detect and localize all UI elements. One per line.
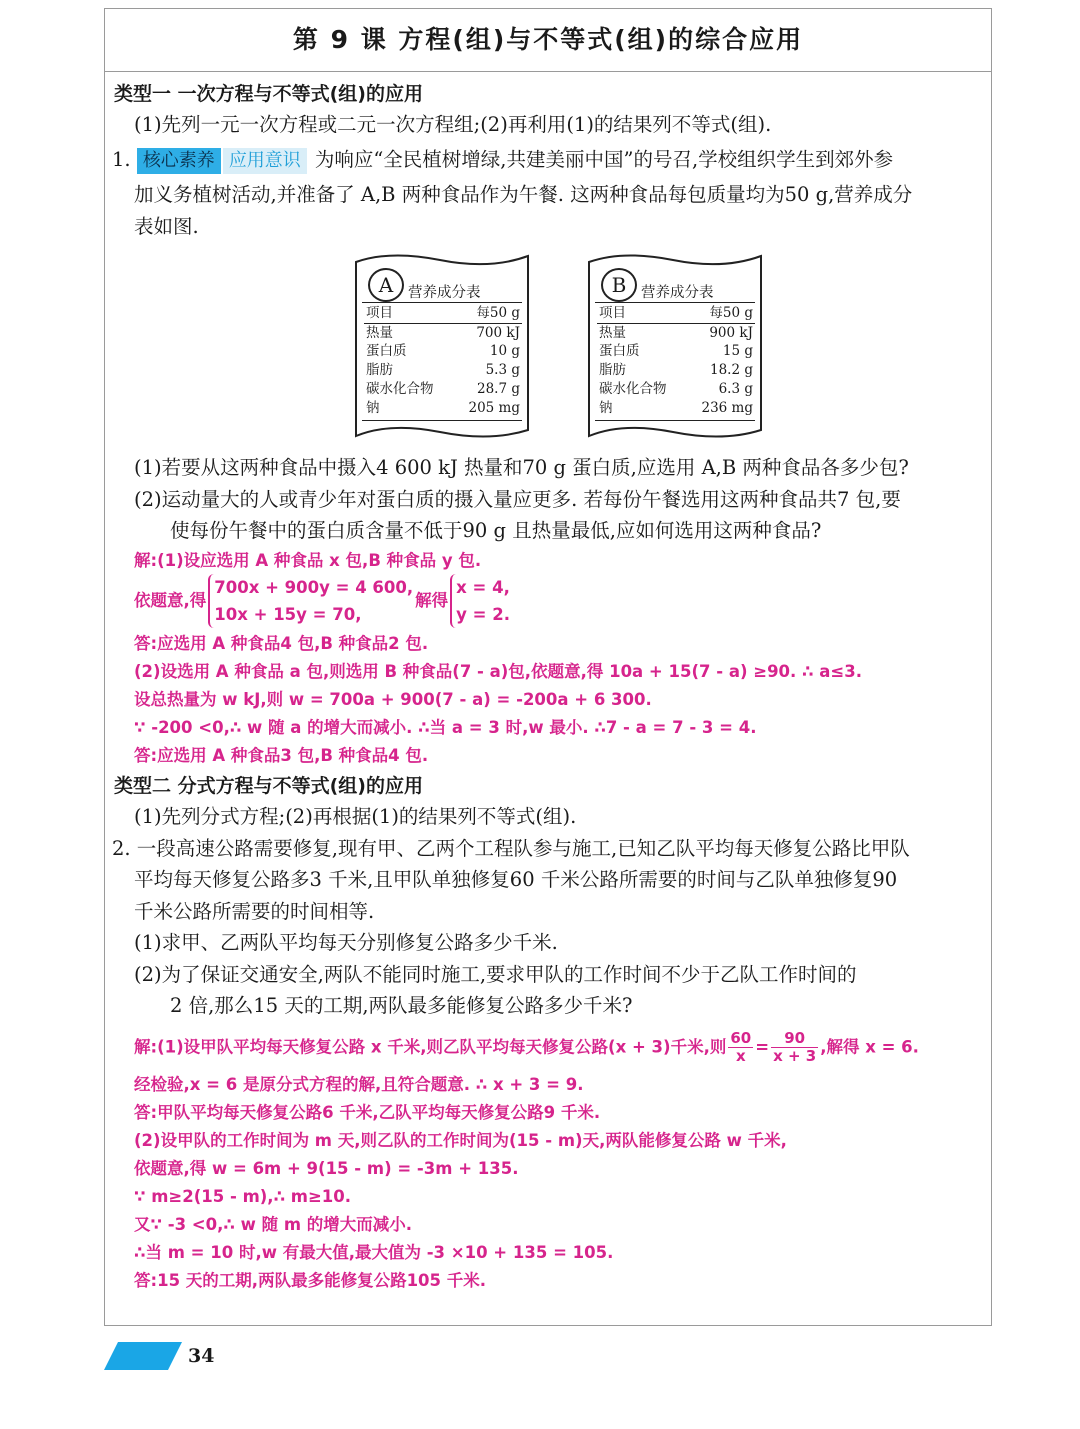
q2-part2-line2: 2 倍,那么15 天的工期,两队最多能修复公路多少千米? (170, 994, 633, 1017)
equation-system (208, 574, 413, 628)
equation-1: 700x + 900y = 4 600, (214, 578, 414, 597)
table-b-row-value: 15 g (722, 343, 753, 360)
table-a-row-value: 28.7 g (477, 380, 520, 397)
sol2-line2: 经检验,x = 6 是原分式方程的解,且符合题意. ∴ x + 3 = 9. (134, 1075, 584, 1094)
page-number: 34 (188, 1345, 215, 1367)
sol1-solve-label: 解得 (415, 591, 449, 610)
table-a-row-label: 热量 (366, 324, 393, 341)
table-a-row-value: 10 g (489, 343, 520, 360)
table-b-head-item: 项目 (597, 304, 686, 323)
q1-part2-line2: 使每份午餐中的蛋白质含量不低于90 g 且热量最低,应如何选用这两种食品? (170, 519, 822, 542)
solution-system (450, 574, 510, 628)
table-a-row-label: 蛋白质 (366, 343, 407, 360)
q2-line3: 千米公路所需要的时间相等. (134, 900, 375, 923)
fraction-numerator: 90 (771, 1030, 818, 1048)
nutrition-table-a (350, 248, 532, 440)
table-b-row-value: 236 mg (701, 399, 753, 416)
fraction-numerator: 60 (730, 1029, 752, 1047)
table-a-grid (364, 304, 522, 417)
nutrition-table-b (583, 248, 765, 440)
equation-2: 10x + 15y = 70, (214, 605, 362, 624)
q2-line1: 2. 一段高速公路需要修复,现有甲、乙两个工程队参与施工,已知乙队平均每天修复公路比甲队 (112, 837, 910, 860)
q2-line2: 平均每天修复公路多3 千米,且甲队单独修复60 千米公路所需要的时间与乙队单独修复90 (134, 868, 898, 891)
sol2-line4: (2)设甲队的工作时间为 m 天,则乙队的工作时间为(15 - m)天,两队能修复公路 w 千米, (134, 1131, 787, 1150)
sol2-line5: 依题意,得 w = 6m + 9(15 - m) = -3m + 135. (134, 1159, 519, 1178)
equals-sign: = (755, 1037, 770, 1057)
section2-heading: 类型二 分式方程与不等式(组)的应用 (114, 775, 423, 797)
q1-part1: (1)若要从这两种食品中摄入4 600 kJ 热量和70 g 蛋白质,应选用 A,B 两种食品各多少包? (134, 456, 909, 479)
table-a-head-unit: 每50 g (453, 304, 522, 323)
sol2-line3: 答:甲队平均每天修复公路6 千米,乙队平均每天修复公路9 千米. (134, 1103, 601, 1122)
sol1-line4: (2)设选用 A 种食品 a 包,则选用 B 种食品(7 - a)包,依题意,得 10a + 15(7 - a) ≥90. ∴ a≤3. (134, 662, 862, 681)
sol1-line3: 答:应选用 A 种食品4 包,B 种食品2 包. (134, 634, 429, 653)
q1-line1 (112, 146, 893, 174)
table-a-row-label: 脂肪 (366, 362, 393, 379)
fraction-denominator: x + 3 (773, 1047, 817, 1065)
fraction-denominator: x (735, 1047, 746, 1065)
application-tag: 应用意识 (223, 148, 307, 174)
sol1-prefix: 依题意,得 (134, 591, 207, 610)
table-a-top-rule (362, 302, 522, 303)
table-a-head-item: 项目 (364, 304, 453, 323)
sol1-system-line (134, 574, 512, 628)
q2-part1: (1)求甲、乙两队平均每天分别修复公路多少千米. (134, 931, 558, 954)
solution-y: y = 2. (456, 605, 510, 624)
table-b-row-label: 碳水化合物 (599, 380, 667, 397)
sol2-line1 (134, 1030, 919, 1065)
section1-heading: 类型一 一次方程与不等式(组)的应用 (114, 83, 423, 105)
sol1-line1: 解:(1)设应选用 A 种食品 x 包,B 种食品 y 包. (134, 551, 482, 570)
section1-note: (1)先列一元一次方程或二元一次方程组;(2)再利用(1)的结果列不等式(组). (134, 113, 772, 136)
q1-text-2: 加义务植树活动,并准备了 A,B 两种食品作为午餐. 这两种食品每包质量均为50 g,营养成分 (134, 183, 913, 206)
table-b-row-label: 蛋白质 (599, 343, 640, 360)
table-a-row-value: 700 kJ (476, 324, 520, 341)
sol1-line6: ∵ -200 <0,∴ w 随 a 的增大而减小. ∴当 a = 3 时,w 最小. ∴7 - a = 7 - 3 = 4. (134, 718, 757, 737)
sol2-line1-text: 解:(1)设甲队平均每天修复公路 x 千米,则乙队平均每天修复公路(x + 3)千米,则 (134, 1037, 727, 1057)
sol2-line7: 又∵ -3 <0,∴ w 随 m 的增大而减小. (134, 1215, 413, 1234)
sol2-line6: ∵ m≥2(15 - m),∴ m≥10. (134, 1187, 352, 1206)
table-b-row-value: 18.2 g (710, 362, 753, 379)
table-b-grid (597, 304, 755, 417)
table-a-row-value: 5.3 g (485, 362, 520, 379)
table-b-bottom-rule (595, 420, 755, 421)
table-a-title: 营养成分表 (408, 285, 481, 301)
table-b-row-value: 6.3 g (718, 380, 753, 397)
sol1-line5: 设总热量为 w kJ,则 w = 700a + 900(7 - a) = -200a + 6 300. (134, 690, 652, 709)
table-a-row-value: 205 mg (468, 399, 520, 416)
badge-a-icon: A (368, 268, 404, 302)
table-b-row-label: 热量 (599, 324, 626, 341)
lesson-title: 第 9 课 方程(组)与不等式(组)的综合应用 (104, 8, 992, 72)
q1-text-1: 为响应“全民植树增绿,共建美丽中国”的号召,学校组织学生到郊外参 (314, 148, 894, 171)
q1-text-3: 表如图. (134, 215, 199, 238)
table-a-bottom-rule (362, 420, 522, 421)
table-b-title: 营养成分表 (641, 285, 714, 301)
q1-part2-line1: (2)运动量大的人或青少年对蛋白质的摄入量应更多. 若每份午餐选用这两种食品共7 包,要 (134, 488, 901, 511)
page-tab-icon (104, 1342, 182, 1370)
table-b-top-rule (595, 302, 755, 303)
table-a-row-label: 钠 (366, 399, 380, 416)
q1-number: 1. (112, 148, 131, 171)
table-b-row-label: 脂肪 (599, 362, 626, 379)
sol2-line9: 答:15 天的工期,两队最多能修复公路105 千米. (134, 1271, 487, 1290)
fraction-60-x (728, 1030, 753, 1065)
fraction-90-x3 (771, 1030, 818, 1065)
sol2-line8: ∴当 m = 10 时,w 有最大值,最大值为 -3 ×10 + 135 = 105. (134, 1243, 614, 1262)
sol2-line1-result: ,解得 x = 6. (820, 1037, 919, 1057)
q2-part2-line1: (2)为了保证交通安全,两队不能同时施工,要求甲队的工作时间不少于乙队工作时间的 (134, 963, 857, 986)
solution-x: x = 4, (456, 578, 510, 597)
badge-b-icon: B (601, 268, 637, 302)
table-b-head-unit: 每50 g (686, 304, 755, 323)
table-a-row-label: 碳水化合物 (366, 380, 434, 397)
section2-note: (1)先列分式方程;(2)再根据(1)的结果列不等式(组). (134, 805, 577, 828)
table-b-row-value: 900 kJ (709, 324, 753, 341)
sol1-line7: 答:应选用 A 种食品3 包,B 种食品4 包. (134, 746, 429, 765)
table-b-row-label: 钠 (599, 399, 613, 416)
core-literacy-tag: 核心素养 (137, 148, 221, 174)
